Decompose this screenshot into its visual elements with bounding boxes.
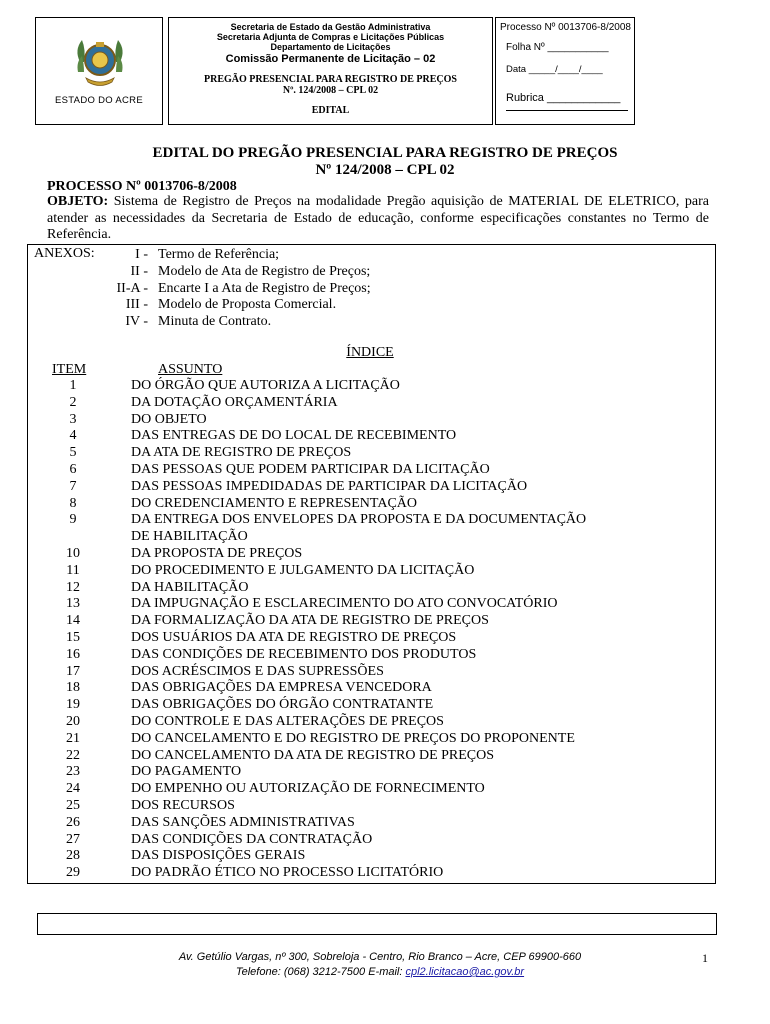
index-item-number: 26 bbox=[66, 814, 80, 830]
index-item-subject: DO PADRÃO ÉTICO NO PROCESSO LICITATÓRIO bbox=[131, 865, 444, 881]
anexo-number: I - bbox=[135, 247, 148, 262]
index-title: ÍNDICE bbox=[346, 345, 394, 360]
anexo-text: Modelo de Ata de Registro de Preços; bbox=[158, 263, 371, 279]
index-item-number: 1 bbox=[69, 378, 77, 393]
anexo-number: II-A - bbox=[116, 280, 148, 296]
anexo-number: III - bbox=[125, 297, 148, 313]
index-col-item: ITEM bbox=[52, 362, 87, 377]
index-item-subject: DO ÓRGÃO QUE AUTORIZA A LICITAÇÃO bbox=[131, 378, 400, 393]
index-item-number: 13 bbox=[66, 596, 80, 612]
index-item-subject: DO PROCEDIMENTO E JULGAMENTO DA LICITAÇÃO bbox=[131, 562, 475, 578]
data-field: Data _____/____/____ bbox=[506, 64, 603, 75]
index-item-number: 4 bbox=[69, 428, 77, 444]
index-item-number: 11 bbox=[66, 562, 80, 578]
index-item-number: 22 bbox=[66, 747, 80, 763]
index-item-number: 18 bbox=[66, 680, 80, 696]
index-item-subject: DAS SANÇÕES ADMINISTRATIVAS bbox=[131, 814, 355, 830]
signature-line bbox=[506, 110, 628, 111]
index-item-subject: DAS OBRIGAÇÕES DO ÓRGÃO CONTRATANTE bbox=[131, 697, 434, 713]
header-line-7: EDITAL bbox=[311, 105, 350, 116]
index-item-number: 29 bbox=[66, 865, 80, 881]
index-item-subject: DAS PESSOAS QUE PODEM PARTICIPAR DA LICITAÇÃO bbox=[131, 462, 490, 477]
index-item-subject: DAS OBRIGAÇÕES DA EMPRESA VENCEDORA bbox=[131, 680, 432, 696]
index-item-number: 14 bbox=[66, 613, 80, 629]
anexo-text: Encarte I a Ata de Registro de Preços; bbox=[158, 280, 371, 296]
index-item-subject: DOS RECURSOS bbox=[131, 798, 235, 813]
header-line-1: Secretaria de Estado da Gestão Administrativa bbox=[230, 22, 431, 32]
index-item-subject: DA IMPUGNAÇÃO E ESCLARECIMENTO DO ATO CONVOCATÓRIO bbox=[131, 596, 558, 612]
index-item-subject: DAS CONDIÇÕES DA CONTRATAÇÃO bbox=[131, 831, 373, 847]
footer-phone: Telefone: (068) 3212-7500 E-mail: bbox=[235, 966, 406, 978]
page-number: 1 bbox=[702, 951, 708, 965]
header-logo-cell bbox=[35, 17, 163, 125]
index-item-subject: DOS USUÁRIOS DA ATA DE REGISTRO DE PREÇOS bbox=[131, 630, 457, 645]
index-item-number: 12 bbox=[66, 579, 80, 595]
process-number: Processo Nº 0013706-8/2008 bbox=[500, 22, 631, 33]
document-subtitle: Nº 124/2008 – CPL 02 bbox=[315, 162, 455, 178]
header-line-3: Departamento de Licitações bbox=[270, 42, 391, 52]
anexos-label: ANEXOS: bbox=[34, 246, 95, 261]
index-item-number: 2 bbox=[69, 394, 77, 410]
index-item-subject: DA PROPOSTA DE PREÇOS bbox=[131, 546, 303, 561]
objeto-text: Sistema de Registro de Preços na modalidade Pregão aquisição de MATERIAL DE ELETRICO, para atender as necessidades da Secretaria de Estado de educação, conforme especificações constantes no Termo de Referência. bbox=[47, 194, 709, 242]
objeto-paragraph bbox=[47, 194, 709, 244]
index-item-subject: DAS ENTREGAS DE DO LOCAL DE RECEBIMENTO bbox=[131, 428, 457, 444]
index-item-subject: DOS ACRÉSCIMOS E DAS SUPRESSÕES bbox=[131, 663, 384, 679]
index-item-subject: DA DOTAÇÃO ORÇAMENTÁRIA bbox=[131, 394, 338, 410]
header-line-5: PREGÃO PRESENCIAL PARA REGISTRO DE PREÇOS bbox=[204, 74, 457, 85]
index-item-number: 17 bbox=[66, 663, 80, 679]
index-item-subject: DA ENTREGA DOS ENVELOPES DA PROPOSTA E DA DOCUMENTAÇÃO bbox=[131, 512, 587, 528]
index-item-number: 20 bbox=[66, 714, 80, 729]
index-item-number: 23 bbox=[66, 764, 80, 780]
index-item-number: 27 bbox=[66, 831, 80, 847]
index-item-subject: DO PAGAMENTO bbox=[131, 764, 242, 780]
index-item-subject: DA HABILITAÇÃO bbox=[131, 579, 249, 595]
index-item-subject: DO CANCELAMENTO E DO REGISTRO DE PREÇOS DO PROPONENTE bbox=[131, 730, 575, 746]
index-item-subject: DO CANCELAMENTO DA ATA DE REGISTRO DE PREÇOS bbox=[131, 747, 495, 763]
footer-email-link[interactable]: cpl2.licitacao@ac.gov.br bbox=[405, 966, 525, 978]
processo-line: PROCESSO Nº 0013706-8/2008 bbox=[47, 179, 237, 194]
index-item-subject: DO CONTROLE E DAS ALTERAÇÕES DE PREÇOS bbox=[131, 714, 444, 729]
index-item-subject: DE HABILITAÇÃO bbox=[131, 529, 248, 545]
index-item-number: 28 bbox=[66, 848, 80, 864]
footer-address: Av. Getúlio Vargas, nº 300, Sobreloja - Centro, Rio Branco – Acre, CEP 69900-660 bbox=[178, 951, 582, 963]
index-item-subject: DAS PESSOAS IMPEDIDADAS DE PARTICIPAR DA LICITAÇÃO bbox=[131, 478, 528, 494]
state-label: ESTADO DO ACRE bbox=[55, 95, 143, 106]
index-item-subject: DO EMPENHO OU AUTORIZAÇÃO DE FORNECIMENTO bbox=[131, 781, 485, 797]
index-item-subject: DA ATA DE REGISTRO DE PREÇOS bbox=[131, 445, 352, 461]
index-item-number: 19 bbox=[66, 697, 80, 713]
index-item-number: 3 bbox=[69, 411, 77, 427]
index-item-subject: DAS DISPOSIÇÕES GERAIS bbox=[131, 848, 306, 864]
anexo-number: II - bbox=[130, 263, 148, 279]
index-item-number: 6 bbox=[69, 462, 77, 477]
index-item-number: 9 bbox=[69, 512, 77, 528]
header-title-cell bbox=[168, 17, 493, 125]
index-item-subject: DA FORMALIZAÇÃO DA ATA DE REGISTRO DE PREÇOS bbox=[131, 613, 489, 629]
footer-contact bbox=[0, 966, 760, 978]
coat-of-arms-icon bbox=[72, 32, 128, 94]
anexo-text: Minuta de Contrato. bbox=[158, 314, 272, 330]
index-item-number: 16 bbox=[66, 646, 80, 662]
header-line-4: Comissão Permanente de Licitação – 02 bbox=[225, 53, 436, 65]
anexo-number: IV - bbox=[125, 314, 148, 330]
header-line-6: Nº. 124/2008 – CPL 02 bbox=[282, 85, 379, 96]
index-item-number: 10 bbox=[66, 546, 80, 561]
index-item-number: 8 bbox=[69, 495, 77, 511]
index-item-number: 24 bbox=[66, 781, 80, 797]
header-process-cell bbox=[495, 17, 635, 125]
folha-field: Folha Nº ___________ bbox=[506, 42, 609, 53]
index-col-subject: ASSUNTO bbox=[158, 362, 223, 377]
footer-box bbox=[37, 913, 717, 935]
index-item-subject: DO CREDENCIAMENTO E REPRESENTAÇÃO bbox=[131, 495, 418, 511]
anexo-text: Termo de Referência; bbox=[158, 247, 280, 262]
index-item-subject: DAS CONDIÇÕES DE RECEBIMENTO DOS PRODUTOS bbox=[131, 646, 477, 662]
objeto-label: OBJETO: bbox=[47, 194, 109, 209]
index-item-subject: DO OBJETO bbox=[131, 411, 207, 427]
index-item-number: 7 bbox=[69, 478, 77, 494]
anexo-text: Modelo de Proposta Comercial. bbox=[158, 297, 337, 313]
index-item-number: 25 bbox=[66, 798, 80, 813]
header-line-2: Secretaria Adjunta de Compras e Licitações Públicas bbox=[216, 32, 445, 42]
document-title: EDITAL DO PREGÃO PRESENCIAL PARA REGISTRO DE PREÇOS bbox=[152, 145, 618, 161]
index-item-number: 15 bbox=[66, 630, 80, 645]
index-item-number: 21 bbox=[66, 730, 80, 746]
index-item-number: 5 bbox=[69, 445, 77, 461]
rubrica-field: Rubrica ____________ bbox=[506, 92, 621, 104]
